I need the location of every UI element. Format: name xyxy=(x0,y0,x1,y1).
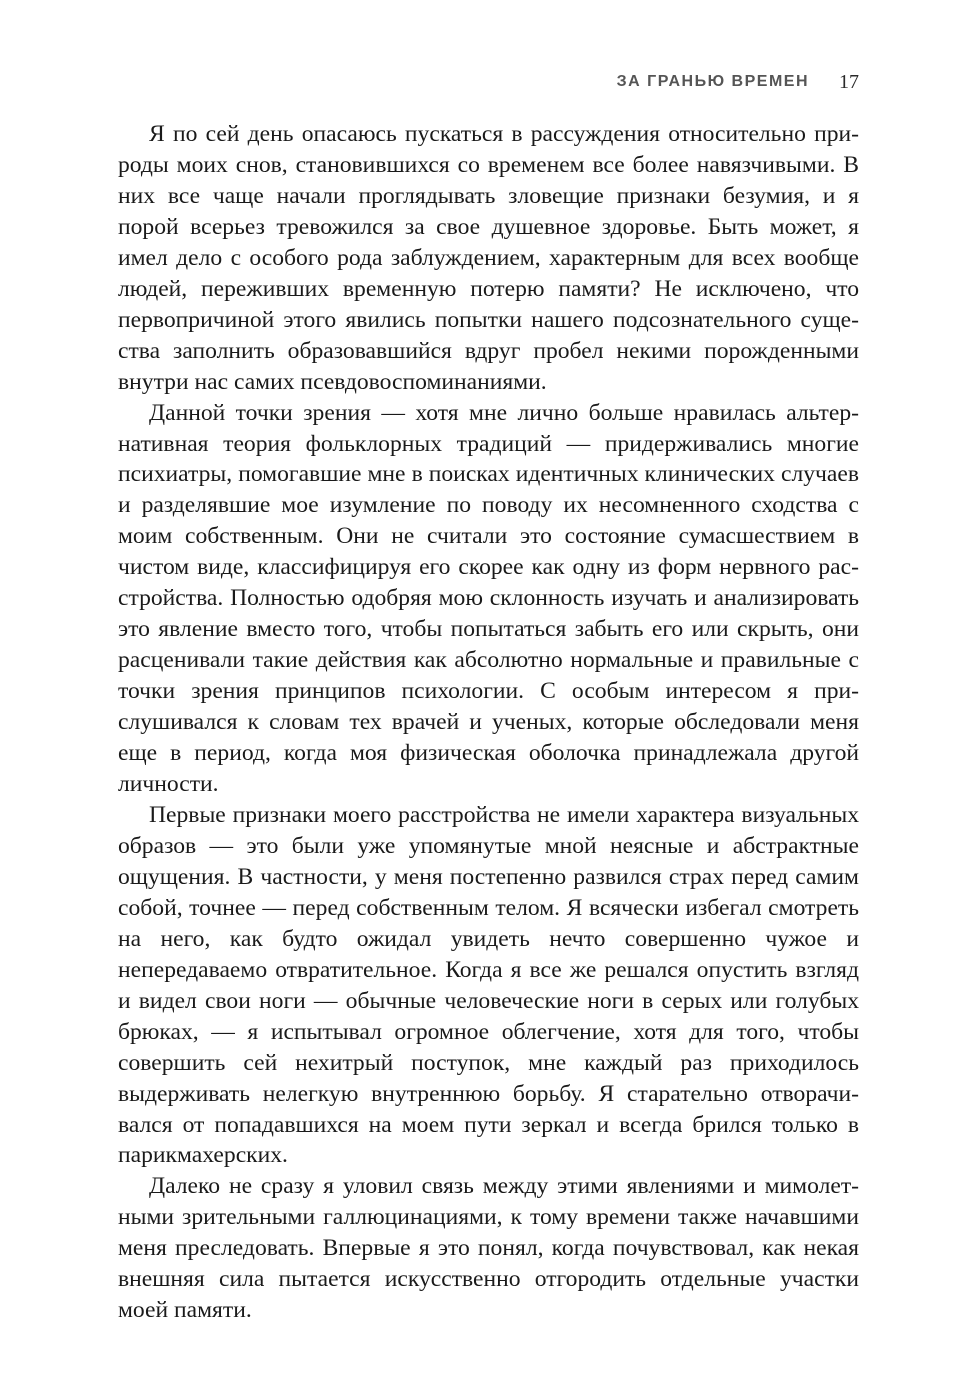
body-text xyxy=(118,119,859,1326)
paragraph: Данной точки зрения — хотя мне лично больше нравилась альтернативная теория фольклорных традиций — придерживались многие психиатры, помогавшие мне в поисках идентичных клинических случаев и разделявшие мое изумление по поводу их несомненного сходства с моим собственным. Они не считали это состояние сумасшествием в чистом виде, классифицируя его скорее как одну из форм нервного расстройства. Полностью одобряя мою склонность изучать и анализировать это явление вместо того, чтобы попытаться забыть его или скрыть, они расценивали такие действия как абсолютно нормальные и правильные с точки зрения принципов психологии. С особым интересом я прислушивался к словам тех врачей и ученых, которые обследовали меня еще в период, когда моя физическая оболочка принадлежала другой личности. xyxy=(118,399,859,798)
running-title: ЗА ГРАНЬЮ ВРЕМЕН xyxy=(616,73,809,90)
paragraph: Я по сей день опасаюсь пускаться в рассуждения относительно природы моих снов, становившихся со временем все более навязчивыми. В них все чаще начали проглядывать зловещие признаки безумия, и я порой всерьез тревожился за свое душевное здоровье. Быть может, я имел дело с особого рода заблуждением, характерным для всех вообще людей, переживших временную потерю памяти? Не исключено, что первопричиной этого явились попытки нашего подсознательного существа заполнить образовавшийся вдруг пробел некими порожденными внутри нас самих псевдовоспоминаниями. xyxy=(118,121,859,395)
page-number: 17 xyxy=(839,70,859,93)
running-header xyxy=(118,68,859,96)
paragraph: Далеко не сразу я уловил связь между этими явлениями и мимолетными зрительными галлюцинациями, к тому времени также начавшими меня преследовать. Впервые я это понял, когда почувствовал, как некая внешняя сила пытается искусственно отгородить отдельные участки моей памяти. xyxy=(118,1173,859,1324)
paragraph: Первые признаки моего расстройства не имели характера визуальных образов — это были уже упомянутые мной неясные и абстрактные ощущения. В частности, у меня постепенно развился страх перед самим собой, точнее — перед собственным телом. Я всячески избегал смотреть на него, как будто ожидал увидеть нечто совершенно чужое и непередаваемо отвратительное. Когда я все же решался опустить взгляд и видел свои ноги — обычные человеческие ноги в серых или голубых брюках, — я испытывал огромное облегчение, хотя для того, чтобы совершить сей нехитрый поступок, мне каждый раз приходилось выдерживать нелегкую внутреннюю борьбу. Я старательно отворачивался от попадавшихся на моем пути зеркал и всегда брился только в парикмахерских. xyxy=(118,801,859,1169)
